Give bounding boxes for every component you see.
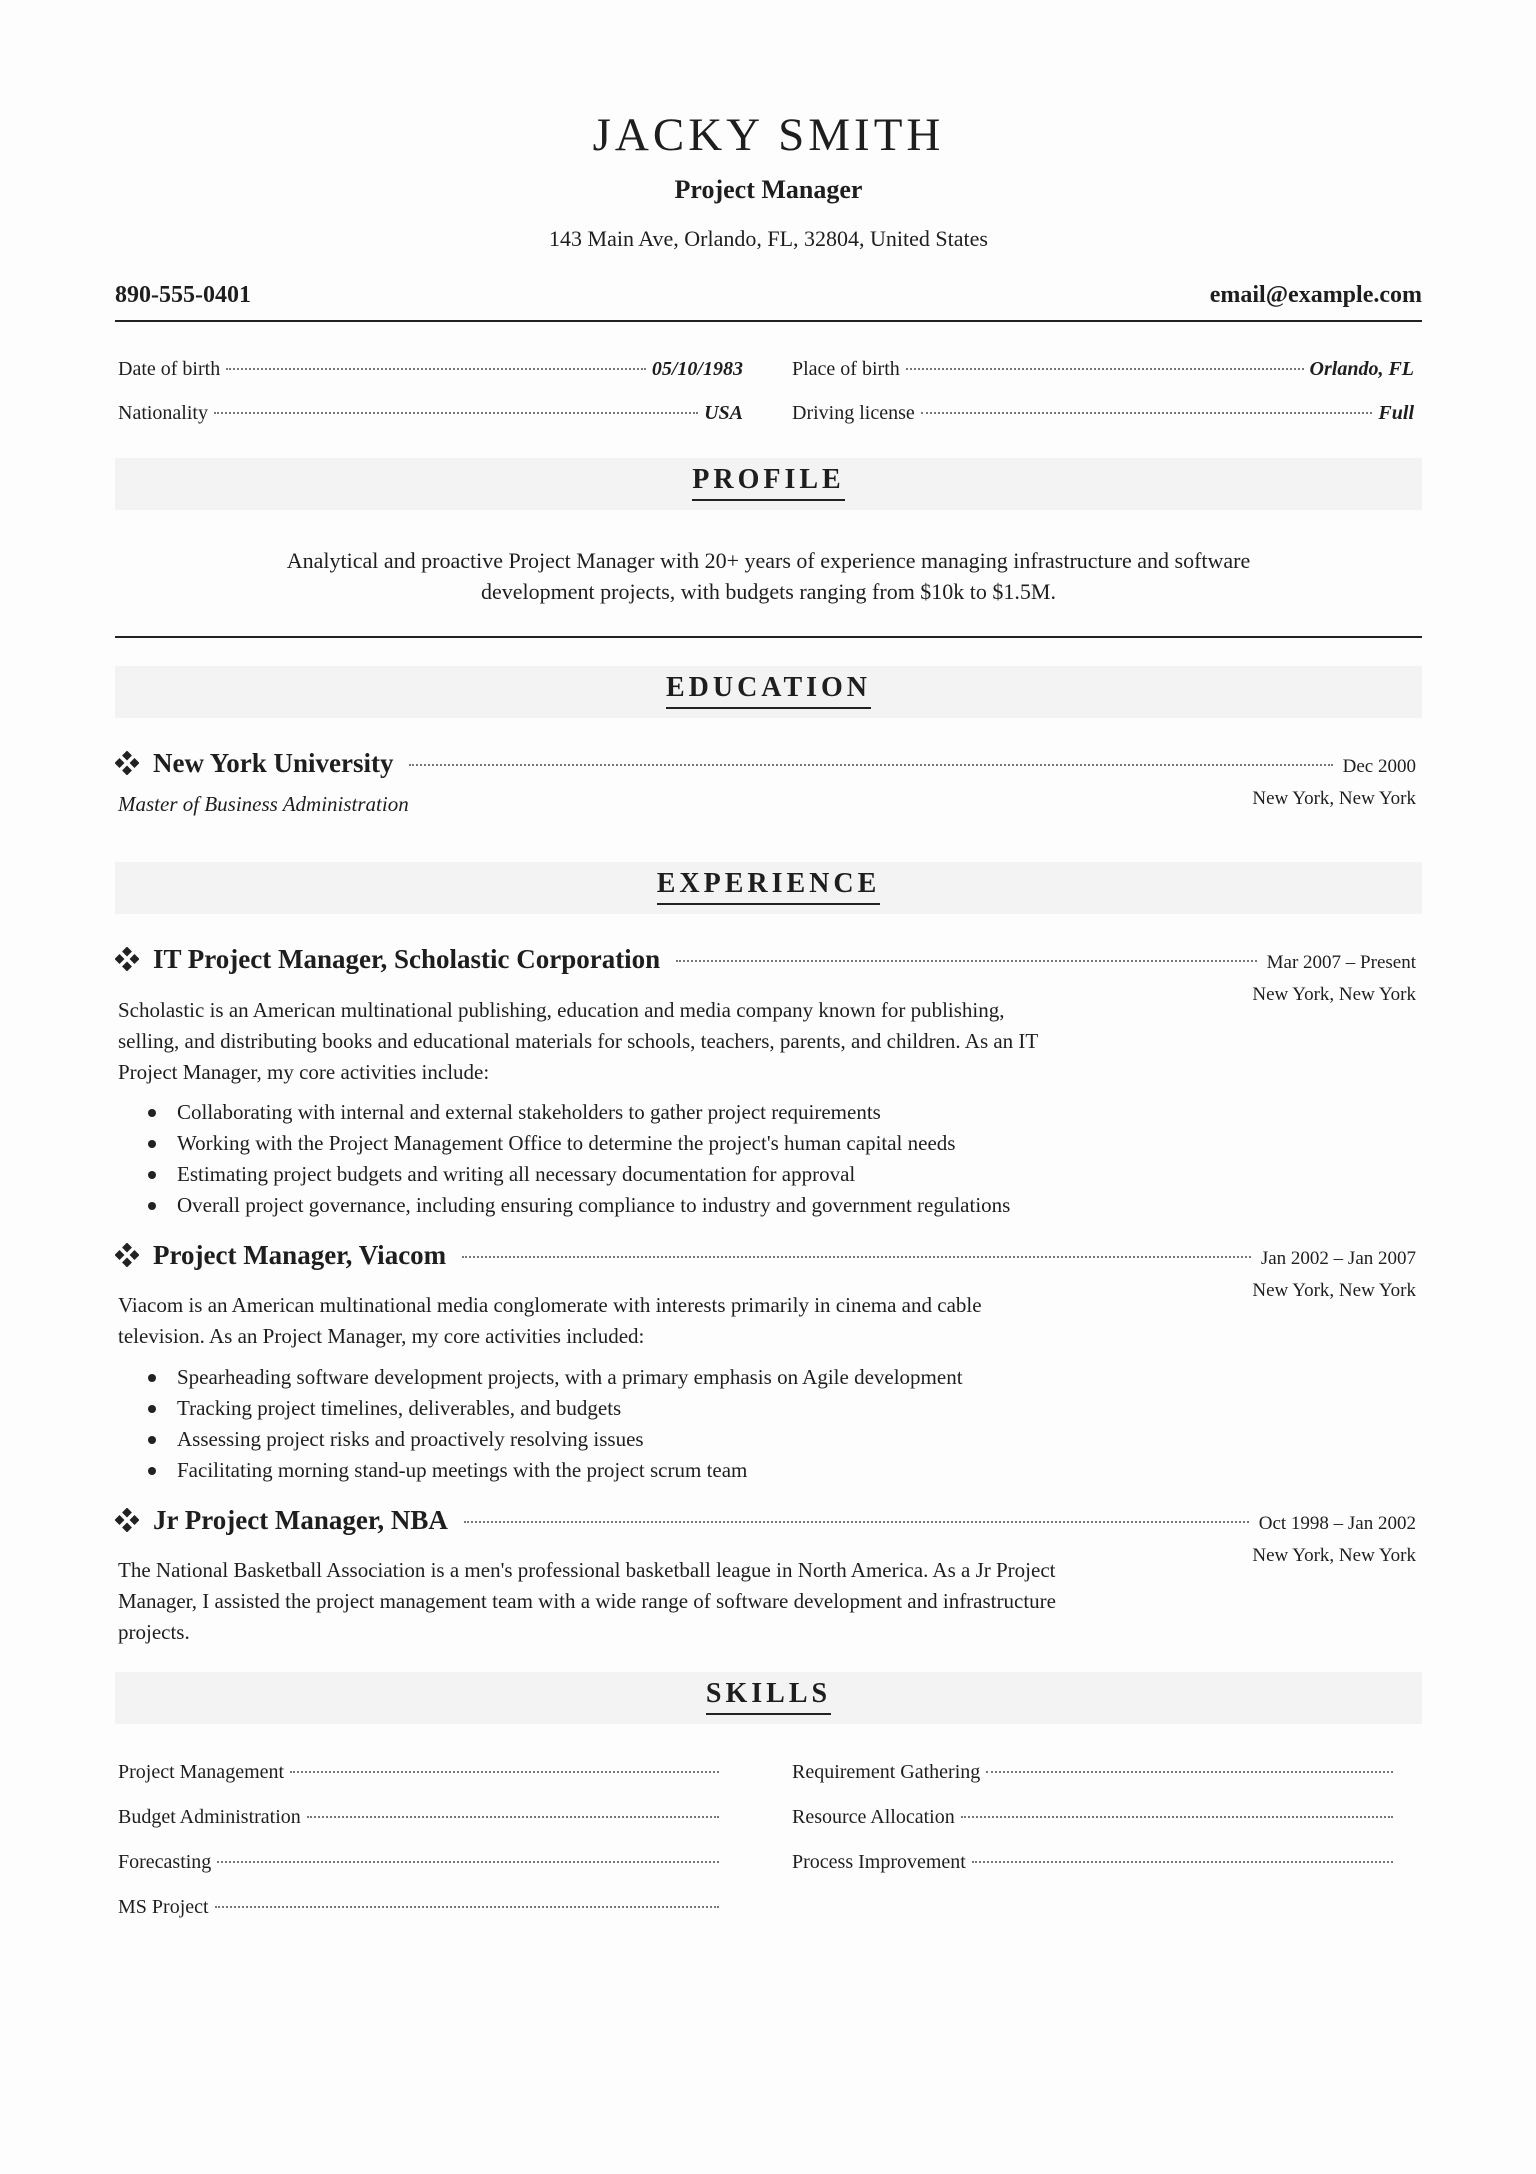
detail-label: Driving license	[792, 402, 915, 424]
list-item: Collaborating with internal and external stakeholders to gather project requirements	[177, 1097, 1010, 1128]
dot-leader	[906, 368, 1304, 370]
diamond-bullet-icon	[115, 1508, 139, 1532]
desc-line: Manager, I assisted the project management team with a wide range of software development and infrastructure	[118, 1589, 1056, 1613]
job-description	[118, 1290, 1158, 1352]
dot-leader	[409, 764, 1332, 766]
section-title: PROFILE	[692, 464, 844, 501]
job-role: IT Project Manager, Scholastic Corporation	[153, 944, 661, 974]
diamond-bullet-icon	[115, 1243, 139, 1267]
job-role: Project Manager, Viacom	[153, 1240, 447, 1270]
skill-name: Process Improvement	[792, 1851, 966, 1873]
skill-row	[118, 1761, 725, 1784]
address: 143 Main Ave, Orlando, FL, 32804, United States	[549, 226, 988, 251]
education-entry	[115, 748, 1416, 779]
dot-leader	[972, 1861, 1393, 1863]
job-location: New York, New York	[1252, 1280, 1416, 1301]
school-name: New York University	[153, 748, 394, 778]
divider	[115, 636, 1422, 638]
diamond-bullet-icon	[115, 751, 139, 775]
skill-name: Budget Administration	[118, 1806, 301, 1828]
section-heading-skills	[115, 1672, 1422, 1724]
detail-nationality	[118, 402, 743, 425]
detail-label: Date of birth	[118, 358, 221, 380]
job-description	[118, 1555, 1158, 1648]
skill-row	[118, 1896, 725, 1919]
desc-line: The National Basketball Association is a men's professional basketball league in North America. As a Jr Project	[118, 1558, 1056, 1582]
job-location: New York, New York	[1252, 984, 1416, 1005]
dot-leader	[961, 1816, 1393, 1818]
dot-leader	[217, 1861, 719, 1863]
dot-leader	[226, 368, 646, 370]
dot-leader	[676, 960, 1256, 962]
dot-leader	[986, 1771, 1393, 1773]
list-item: Spearheading software development projects, with a primary emphasis on Agile development	[177, 1362, 963, 1393]
section-title: EDUCATION	[666, 672, 871, 709]
dot-leader	[214, 412, 698, 414]
dot-leader	[290, 1771, 719, 1773]
desc-line: projects.	[118, 1620, 190, 1644]
detail-value: Orlando, FL	[1309, 358, 1414, 380]
phone-number: 890-555-0401	[115, 282, 251, 308]
dot-leader	[215, 1906, 719, 1908]
section-heading-education	[115, 666, 1422, 718]
detail-value: USA	[704, 402, 743, 424]
profile-line: Analytical and proactive Project Manager with 20+ years of experience managing infrastructure and software	[286, 548, 1251, 573]
resume-page	[115, 0, 1422, 2174]
dot-leader	[464, 1521, 1249, 1523]
candidate-name: JACKY SMITH	[592, 109, 945, 161]
desc-line: Project Manager, my core activities include:	[118, 1060, 490, 1084]
job-role: Jr Project Manager, NBA	[153, 1505, 448, 1535]
desc-line: Viacom is an American multinational media conglomerate with interests primarily in cinema and cable	[118, 1293, 982, 1317]
dot-leader	[307, 1816, 719, 1818]
dot-leader	[462, 1256, 1251, 1258]
detail-driving-license	[792, 402, 1414, 425]
skill-row	[118, 1806, 725, 1829]
diamond-bullet-icon	[115, 947, 139, 971]
education-date: Dec 2000	[1342, 756, 1416, 777]
job-bullets	[177, 1362, 963, 1486]
job-location: New York, New York	[1252, 1545, 1416, 1566]
section-heading-profile	[115, 458, 1422, 510]
list-item: Assessing project risks and proactively resolving issues	[177, 1424, 963, 1455]
section-title: EXPERIENCE	[657, 868, 881, 905]
skill-name: MS Project	[118, 1896, 209, 1918]
skill-row	[792, 1761, 1399, 1784]
detail-value: 05/10/1983	[651, 358, 743, 380]
skill-name: Project Management	[118, 1761, 285, 1783]
experience-entry-nba	[115, 1505, 1416, 1536]
job-date: Jan 2002 – Jan 2007	[1260, 1248, 1416, 1269]
detail-place-of-birth	[792, 358, 1414, 381]
desc-line: television. As an Project Manager, my core activities included:	[118, 1324, 645, 1348]
profile-line: development projects, with budgets ranging from $10k to $1.5M.	[481, 579, 1056, 604]
contact-row	[115, 280, 1422, 322]
list-item: Facilitating morning stand-up meetings with the project scrum team	[177, 1455, 963, 1486]
section-title: SKILLS	[706, 1678, 831, 1715]
detail-value: Full	[1378, 402, 1414, 424]
skill-name: Requirement Gathering	[792, 1761, 981, 1783]
dot-leader	[921, 412, 1373, 414]
email-address: email@example.com	[1209, 282, 1422, 308]
detail-label: Place of birth	[792, 358, 900, 380]
job-title: Project Manager	[674, 175, 863, 204]
list-item: Tracking project timelines, deliverables, and budgets	[177, 1393, 963, 1424]
list-item: Working with the Project Management Office to determine the project's human capital needs	[177, 1128, 1010, 1159]
skill-row	[792, 1851, 1399, 1874]
detail-label: Nationality	[118, 402, 208, 424]
skill-name: Resource Allocation	[792, 1806, 955, 1828]
job-date: Oct 1998 – Jan 2002	[1258, 1513, 1416, 1534]
desc-line: Scholastic is an American multinational publishing, education and media company known for publishing,	[118, 998, 1005, 1022]
job-bullets	[177, 1097, 1010, 1221]
skill-row	[792, 1806, 1399, 1829]
skill-name: Forecasting	[118, 1851, 212, 1873]
job-date: Mar 2007 – Present	[1266, 952, 1416, 973]
skill-row	[118, 1851, 725, 1874]
profile-summary	[155, 545, 1382, 607]
degree: Master of Business Administration	[118, 792, 409, 816]
section-heading-experience	[115, 862, 1422, 914]
education-location: New York, New York	[1252, 788, 1416, 809]
experience-entry-viacom	[115, 1240, 1416, 1271]
detail-date-of-birth	[118, 358, 743, 381]
list-item: Estimating project budgets and writing all necessary documentation for approval	[177, 1159, 1010, 1190]
list-item: Overall project governance, including ensuring compliance to industry and government regulations	[177, 1190, 1010, 1221]
job-description	[118, 995, 1158, 1088]
desc-line: selling, and distributing books and educational materials for schools, teachers, parents, and children. As an IT	[118, 1029, 1039, 1053]
experience-entry-scholastic	[115, 944, 1416, 975]
